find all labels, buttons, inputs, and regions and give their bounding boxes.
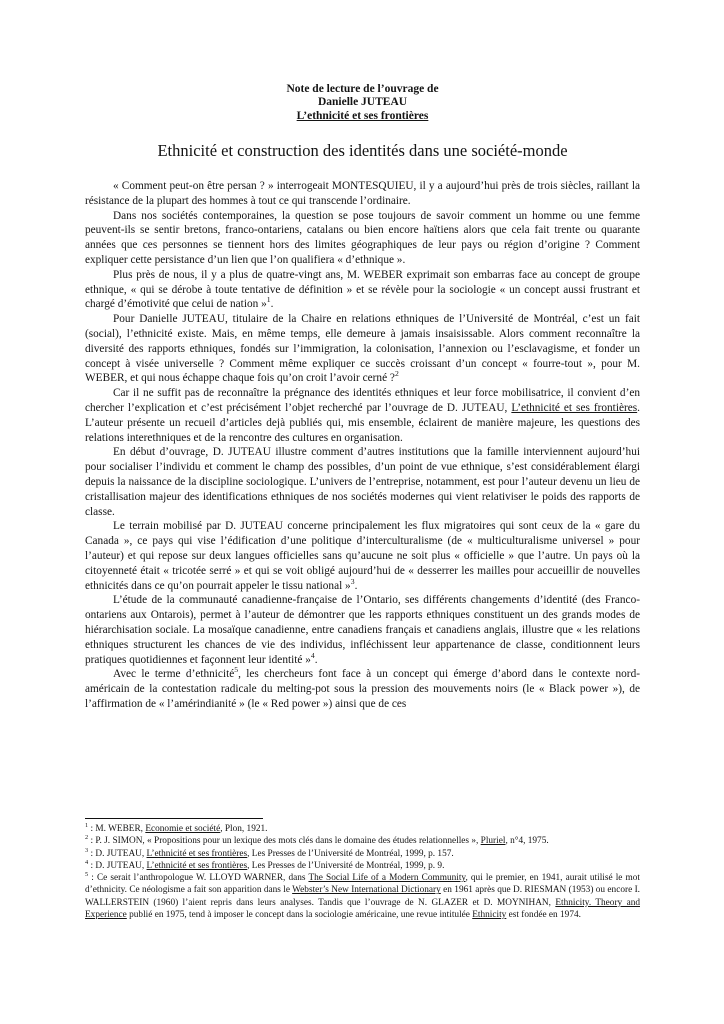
footnote-4: $^4$ : D. JUTEAU, L’ethnicité et ses frontières, Les Presses de l’Université de Montréal, 1999, p. 9. <box>85 858 445 871</box>
footnote-2: $^2$ : P. J. SIMON, « Propositions pour un lexique des mots clés dans le domaine des études relationnelles », Pluriel, n°4, 1975. <box>85 834 549 847</box>
footnote-3: $^3$ : D. JUTEAU, L’ethnicité et ses frontières, Les Presses de l’Université de Montréal, 1999, p. 157. <box>85 846 454 859</box>
body-paragraph-6: En début d’ouvrage, D. JUTEAU illustre comment d’autres institutions que la famille interviennent aujourd’hui pour socialiser l’individu et comment le champ des possibles, d’un point de vue ethnique, s’est considérablement élargi depuis la naissance de la discipline sociologique. L’univers de l’entreprise, notamment, est pour l’auteur devenu un lieu de cristallisation majeur des identifications ethniques de nos sociétés modernes qui vient relativiser le poids des rapports de classe. <box>85 446 640 518</box>
footnote-separator <box>85 818 263 819</box>
body-paragraph-5: Car il ne suffit pas de reconnaître la prégnance des identités ethniques et leur force mobilisatrice, il convient d’en chercher l’explication et c’est précisément l’objet recherché par l’ouvrage de D. JUTEAU, L’ethnicité et ses frontières. L’auteur présente un recueil d’articles dejà publiés qui, mis ensemble, éclairent de manière majeure, les questions des relations interethniques et de la rencontre des cultures en organisation. <box>85 387 640 444</box>
footnotes-section <box>85 818 640 921</box>
body-paragraph-4: Pour Danielle JUTEAU, titulaire de la Chaire en relations ethniques de l’Université de Montréal, c’est un fait (social), l’ethnicité existe. Mais, en même temps, elle demeure à jamais insaisissable. Alors comment reconnaître la diversité des rapports ethniques, fondés sur l’immigration, la colonisation, l’annexion ou l’esclavagisme, et fonder un concept à visée universelle ? Comment même expliquer ce succès croissant d’un concept « fourre-tout », pour M. WEBER, et qui nous échappe chaque fois qu’on croit l’avoir cerné ?$^2$ <box>85 313 640 385</box>
footnote-1: $^1$ : M. WEBER, Economie et société, Plon, 1921. <box>85 821 268 834</box>
document-title: Ethnicité et construction des identités dans une société-monde <box>157 141 568 160</box>
body-paragraph-7: Le terrain mobilisé par D. JUTEAU concerne principalement les flux migratoires qui sont ceux de la « gare du Canada », ce pays qui vise l’édification d’une politique d’interculturalisme (de « multiculturalisme universel » pour l’auteur) et qui repose sur deux langues officielles sans qu’aucune ne soit plus « officielle » que l’autre. Un pays où la citoyenneté était « tricotée serré » et qui se voit obligé aujourd’hui de « desserrer les mailles pour accueillir de nouvelles ethnicités dans ce qu’on pourrait appeler le tissu national »$^3$. <box>85 520 640 592</box>
body-paragraph-2: Dans nos sociétés contemporaines, la question se pose toujours de savoir comment un homme ou une femme peuvent-ils se sentir bretons, franco-ontariens, catalans ou bien encore haïtiens alors que cela fait trente ou quarante années que ces personnes se tiennent hors des limites géographiques de leur pays ou région d’origine ? Comment expliquer cette persistance d’un lien que l’on qualifiera « d’ethnique ». <box>85 209 640 266</box>
body-paragraph-3: Plus près de nous, il y a plus de quatre-vingt ans, M. WEBER exprimait son embarras face au concept de groupe ethnique, « qui se dérobe à toute tentative de définition » et se révèle pour la sociologie « un concept aussi frustrant et chargé d’émotivité que celui de nation »$^1$. <box>85 268 640 311</box>
header-book-title: L’ethnicité et ses frontières <box>296 109 429 122</box>
body-paragraph-1: « Comment peut-on être persan ? » interrogeait MONTESQUIEU, il y a aujourd’hui près de trois siècles, raillant la résistance de la plupart des hommes à tout ce qui transcende l’ordinaire. <box>85 180 640 207</box>
document-header <box>85 83 640 123</box>
footnote-5: $^5$ : Ce serait l’anthropologue W. LLOYD WARNER, dans The Social Life of a Modern Community, qui le premier, en 1941, aurait utilisé le mot d’ethnicity. Ce néologisme a fait son apparition dans le Webster’s New International Dictionary en 1961 après que D. RIESMAN (1953) ou encore I. WALLERSTEIN (1960) l’aient repris dans leurs analyses. Tandis que l’ouvrage de N. GLAZER et D. MOYNIHAN, Ethnicity. Theory and Experience publié en 1975, tend à imposer le concept dans la sociologie américaine, une revue intitulée Ethnicity est fondée en 1974. <box>85 871 640 921</box>
header-author-line: Danielle JUTEAU <box>317 96 408 109</box>
body-paragraph-9: Avec le terme d’ethnicité$^5$, les chercheurs font face à un concept qui émerge d’abord dans le contexte nord-américain de la contestation radicale du melting-pot sous la pression des mouvements noirs (le « Black power »), de l’affirmation de « l’amérindianité » (le « Red power ») ainsi que de ces <box>85 665 640 710</box>
document-body <box>85 179 640 817</box>
header-note-line: Note de lecture de l’ouvrage de <box>286 83 439 95</box>
body-paragraph-8: L’étude de la communauté canadienne-française de l’Ontario, ses différents changements d’identité (des Franco-ontariens aux Ontarois), permet à l’auteur de démontrer que les rapports ethniques constituent un des grands modes de hiérarchisation sociale. La mosaïque canadienne, entre canadiens français et canadiens anglais, illustre que « les relations ethniques structurent les chances de vie des individus, infléchissent leur appartenance de classe, conditionnent leurs pratiques quotidiennes et façonnent leur identité »$^4$. <box>85 594 640 666</box>
